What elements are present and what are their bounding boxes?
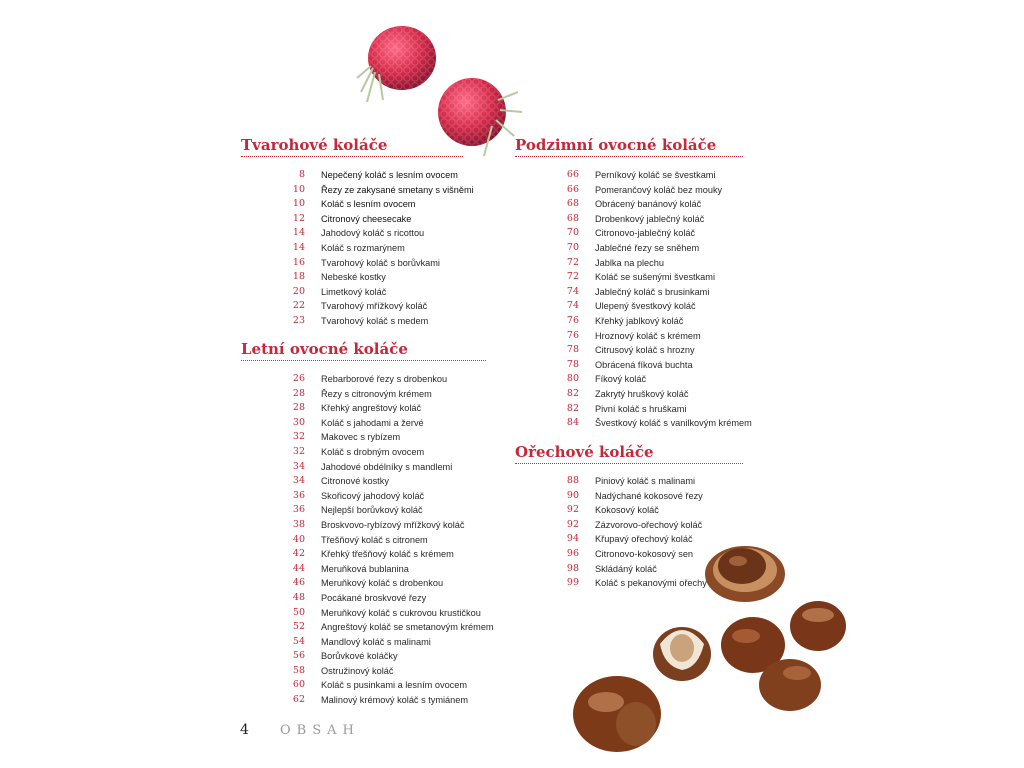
toc-recipe-name: Citrusový koláč s hrozny: [595, 345, 695, 356]
toc-recipe-name: Řezy ze zakysané smetany s višněmi: [321, 184, 474, 195]
toc-page-number: 88: [566, 475, 579, 486]
toc-entry: [241, 664, 501, 679]
toc-page-number: 40: [292, 533, 305, 545]
toc-entry: [241, 372, 501, 387]
toc-page-number: 38: [292, 518, 305, 530]
toc-page-number: 18: [292, 271, 305, 283]
toc-entry: [515, 226, 775, 241]
toc-page-number: 66: [566, 183, 579, 195]
section-title: Podzimní ovocné koláče: [515, 136, 743, 157]
toc-entry: [241, 430, 501, 445]
toc-page-number: 76: [566, 329, 579, 341]
toc-page-number: 32: [292, 445, 305, 457]
toc-entry: [241, 606, 501, 621]
toc-entry: [515, 489, 775, 504]
toc-page-number: 92: [566, 518, 579, 530]
toc-page-number: 99: [566, 577, 579, 589]
toc-page-number: 58: [292, 664, 305, 676]
section-podzimni: [515, 136, 743, 157]
toc-page-number: 46: [292, 577, 305, 589]
toc-recipe-name: Perníkový koláč se švestkami: [595, 170, 716, 180]
toc-entry: [515, 343, 775, 358]
toc-page-number: 48: [292, 591, 305, 603]
toc-recipe-name: Křehký jablkový koláč: [595, 315, 684, 326]
toc-page-number: 78: [566, 358, 579, 370]
toc-entry: [515, 518, 775, 533]
section-letni: [241, 340, 486, 361]
toc-entry: [515, 212, 775, 227]
toc-recipe-name: Tvarohový koláč s medem: [321, 315, 429, 326]
toc-recipe-name: Pivní koláč s hruškami: [595, 403, 687, 414]
toc-entry: [241, 299, 501, 314]
toc-entry: [241, 576, 501, 591]
toc-entry: [241, 285, 501, 300]
toc-page-number: 68: [566, 198, 579, 210]
toc-entry: [515, 402, 775, 417]
toc-recipe-name: Citronové kostky: [321, 476, 389, 487]
hazelnut-icon: [757, 655, 823, 713]
toc-recipe-name: Řezy s citronovým krémem: [321, 388, 432, 399]
toc-entry: [241, 416, 501, 431]
toc-list-tvarohove: [241, 168, 501, 329]
toc-entry: [241, 168, 501, 183]
toc-entry: [515, 416, 775, 431]
toc-entry: [515, 270, 775, 285]
toc-page-number: 74: [566, 300, 579, 312]
toc-recipe-name: Mandlový koláč s malinami: [321, 636, 431, 647]
toc-entry: [515, 285, 775, 300]
toc-page-number: 82: [566, 387, 579, 399]
toc-recipe-name: Jablečný koláč s brusinkami: [595, 286, 710, 297]
toc-recipe-name: Fíkový koláč: [595, 374, 647, 385]
toc-recipe-name: Meruňková bublanina: [321, 563, 409, 574]
toc-page-number: 94: [566, 533, 579, 545]
toc-page-number: 62: [292, 694, 305, 706]
toc-page-number: 14: [292, 227, 305, 239]
toc-page-number: 96: [566, 547, 579, 559]
toc-page-number: 72: [566, 256, 579, 268]
toc-recipe-name: Ostružinový koláč: [321, 665, 394, 676]
toc-recipe-name: Hroznový koláč s krémem: [595, 330, 701, 341]
toc-recipe-name: Makovec s rybízem: [321, 432, 401, 443]
toc-recipe-name: Koláč s pekanovými ořechy: [595, 578, 707, 589]
toc-page-number: 72: [566, 271, 579, 283]
toc-page-number: 26: [292, 373, 305, 384]
toc-page-number: 36: [292, 504, 305, 516]
toc-page-number: 82: [566, 402, 579, 414]
toc-recipe-name: Drobenkový jablečný koláč: [595, 213, 705, 224]
toc-entry: [241, 533, 501, 548]
toc-recipe-name: Jablka na plechu: [595, 257, 664, 268]
toc-page-number: 10: [292, 183, 305, 195]
toc-list-letni: [241, 372, 501, 708]
toc-page-number: 80: [566, 373, 579, 385]
section-title: Ořechové koláče: [515, 443, 743, 464]
toc-page-number: 74: [566, 285, 579, 297]
toc-entry: [241, 212, 501, 227]
toc-recipe-name: Koláč s drobným ovocem: [321, 446, 425, 457]
section-orechove: [515, 443, 743, 464]
section-title: Letní ovocné koláče: [241, 340, 486, 361]
toc-page-number: 70: [566, 241, 579, 253]
hazelnut-icon: [700, 536, 790, 606]
toc-page-number: 20: [292, 285, 305, 297]
toc-recipe-name: Meruňkový koláč s cukrovou krustičkou: [321, 607, 481, 618]
toc-entry: [515, 474, 775, 489]
toc-entry: [241, 197, 501, 212]
toc-recipe-name: Kokosový koláč: [595, 505, 659, 516]
toc-entry: [241, 401, 501, 416]
toc-list-podzimni: [515, 168, 775, 431]
toc-page-number: 44: [292, 562, 305, 574]
toc-page-number: 54: [292, 635, 305, 647]
section-title: Tvarohové koláče: [241, 136, 463, 157]
toc-page-number: 90: [566, 489, 579, 501]
toc-entry: [515, 183, 775, 198]
toc-recipe-name: Piniový koláč s malinami: [595, 476, 696, 486]
toc-recipe-name: Tvarohový koláč s borůvkami: [321, 257, 440, 268]
toc-entry: [241, 474, 501, 489]
toc-recipe-name: Nadýchané kokosové řezy: [595, 490, 703, 501]
toc-page-number: 23: [292, 314, 305, 326]
toc-recipe-name: Koláč s jahodami a žervé: [321, 417, 424, 428]
toc-recipe-name: Pocákané broskvové řezy: [321, 592, 427, 603]
toc-recipe-name: Zakrytý hruškový koláč: [595, 388, 689, 399]
toc-page-number: 30: [292, 416, 305, 428]
toc-recipe-name: Tvarohový mřížkový koláč: [321, 301, 428, 312]
toc-entry: [241, 649, 501, 664]
toc-recipe-name: Koláč s lesním ovocem: [321, 199, 416, 210]
toc-recipe-name: Koláč s rozmarýnem: [321, 242, 405, 253]
toc-entry: [241, 518, 501, 533]
toc-entry: [241, 445, 501, 460]
toc-page-number: 98: [566, 562, 579, 574]
toc-recipe-name: Nejlepší borůvkový koláč: [321, 505, 423, 516]
toc-entry: [515, 256, 775, 271]
toc-entry: [515, 503, 775, 518]
toc-recipe-name: Křupavý ořechový koláč: [595, 534, 693, 545]
toc-entry: [241, 547, 501, 562]
toc-page-number: 66: [566, 169, 579, 180]
toc-recipe-name: Borůvkové koláčky: [321, 651, 398, 662]
toc-recipe-name: Zázvorovo-ořechový koláč: [595, 519, 703, 530]
toc-entry: [515, 387, 775, 402]
toc-page-number: 28: [292, 402, 305, 414]
toc-recipe-name: Nepečený koláč s lesním ovocem: [321, 170, 458, 180]
toc-entry: [241, 226, 501, 241]
toc-entry: [241, 620, 501, 635]
toc-entry: [241, 678, 501, 693]
toc-page-number: 42: [292, 548, 305, 560]
toc-entry: [241, 591, 501, 606]
toc-page-number: 10: [292, 198, 305, 210]
toc-recipe-name: Obrácený banánový koláč: [595, 199, 702, 210]
toc-recipe-name: Meruňkový koláč s drobenkou: [321, 578, 444, 589]
toc-page-number: 16: [292, 256, 305, 268]
toc-page-number: 34: [292, 475, 305, 487]
toc-entry: [515, 314, 775, 329]
toc-entry: [241, 693, 501, 708]
toc-recipe-name: Jahodový koláč s ricottou: [321, 228, 425, 239]
toc-recipe-name: Jablečné řezy se sněhem: [595, 242, 700, 253]
toc-recipe-name: Malinový krémový koláč s tymiánem: [321, 695, 469, 706]
toc-recipe-name: Skořicový jahodový koláč: [321, 490, 425, 501]
toc-page-number: 50: [292, 606, 305, 618]
toc-recipe-name: Rebarborové řezy s drobenkou: [321, 374, 448, 384]
toc-recipe-name: Limetkový koláč: [321, 286, 387, 297]
toc-recipe-name: Křehký třešňový koláč s krémem: [321, 549, 454, 560]
toc-entry: [515, 299, 775, 314]
toc-recipe-name: Koláč se sušenými švestkami: [595, 272, 715, 283]
toc-recipe-name: Pomerančový koláč bez mouky: [595, 184, 723, 195]
toc-entry: [515, 168, 775, 183]
toc-recipe-name: Angreštový koláč se smetanovým krémem: [321, 622, 494, 633]
toc-recipe-name: Švestkový koláč s vanilkovým krémem: [595, 418, 752, 429]
toc-entry: [241, 503, 501, 518]
toc-page-number: 52: [292, 621, 305, 633]
toc-page-number: 8: [298, 169, 305, 180]
toc-page-number: 32: [292, 431, 305, 443]
toc-entry: [241, 270, 501, 285]
toc-page-number: 28: [292, 387, 305, 399]
hazelnut-icon: [570, 672, 664, 754]
toc-recipe-name: Broskvovo-rybízový mřížkový koláč: [321, 519, 465, 530]
toc-entry: [515, 372, 775, 387]
toc-page-number: 22: [292, 300, 305, 312]
toc-recipe-name: Obrácená fíková buchta: [595, 359, 693, 370]
page-label: OBSAH: [280, 723, 360, 738]
toc-recipe-name: Citronovo-kokosový sen: [595, 548, 694, 559]
toc-recipe-name: Citronovo-jablečný koláč: [595, 228, 696, 239]
toc-recipe-name: Křehký angreštový koláč: [321, 403, 422, 414]
toc-recipe-name: Nebeské kostky: [321, 272, 386, 283]
toc-page-number: 84: [566, 417, 579, 429]
toc-entry: [515, 329, 775, 344]
toc-page-number: 76: [566, 314, 579, 326]
toc-entry: [515, 358, 775, 373]
toc-recipe-name: Třešňový koláč s citronem: [321, 534, 428, 545]
toc-recipe-name: Skládáný koláč: [595, 563, 657, 574]
toc-recipe-name: Ulepený švestkový koláč: [595, 301, 696, 312]
toc-page-number: 36: [292, 489, 305, 501]
toc-page-number: 60: [292, 679, 305, 691]
section-tvarohove: [241, 136, 463, 157]
toc-page-number: 70: [566, 227, 579, 239]
toc-entry: [241, 314, 501, 329]
toc-recipe-name: Jahodové obdélníky s mandlemi: [321, 461, 453, 472]
toc-entry: [241, 183, 501, 198]
page-footer: [240, 719, 360, 738]
toc-recipe-name: Citronový cheesecake: [321, 213, 412, 224]
toc-entry: [241, 635, 501, 650]
toc-recipe-name: Koláč s pusinkami a lesním ovocem: [321, 680, 468, 691]
toc-page-number: 78: [566, 344, 579, 356]
toc-page-number: 12: [292, 212, 305, 224]
toc-page-number: 68: [566, 212, 579, 224]
toc-entry: [241, 241, 501, 256]
toc-page-number: 34: [292, 460, 305, 472]
toc-entry: [515, 197, 775, 212]
toc-entry: [241, 562, 501, 577]
page-number: 4: [240, 722, 249, 738]
hazelnut-icon: [788, 597, 848, 653]
toc-entry: [241, 387, 501, 402]
toc-entry: [241, 460, 501, 475]
toc-page-number: 92: [566, 504, 579, 516]
toc-page-number: 56: [292, 650, 305, 662]
toc-entry: [241, 489, 501, 504]
toc-entry: [241, 256, 501, 271]
toc-entry: [515, 241, 775, 256]
toc-page-number: 14: [292, 241, 305, 253]
